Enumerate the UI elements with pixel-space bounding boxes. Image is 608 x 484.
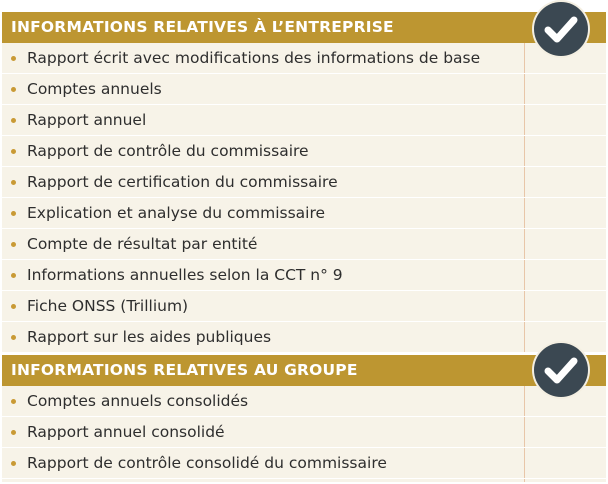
checklist (2, 0, 606, 484)
bullet-icon (11, 211, 16, 216)
list-item (2, 105, 606, 136)
list-item-label: Compte de résultat par entité (27, 235, 258, 253)
bullet-icon (11, 56, 16, 61)
list-item (2, 229, 606, 260)
list-item (2, 43, 606, 74)
bullet-icon (11, 87, 16, 92)
bullet-icon (11, 180, 16, 185)
section-list-entreprise (2, 43, 606, 353)
list-item-label: Rapport sur les aides publiques (27, 328, 272, 346)
bullet-icon (11, 118, 16, 123)
list-item-label: Comptes annuels consolidés (27, 392, 249, 410)
list-item (2, 198, 606, 229)
list-item (2, 167, 606, 198)
bullet-icon (11, 273, 16, 278)
bullet-icon (11, 399, 16, 404)
list-item-label: Rapport annuel consolidé (27, 423, 225, 441)
list-item-label: Rapport annuel (27, 111, 147, 129)
list-item (2, 74, 606, 105)
list-item-label: Rapport écrit avec modifications des informations de base (27, 49, 481, 67)
section-title: INFORMATIONS RELATIVES À L’ENTREPRISE (11, 18, 394, 36)
list-item (2, 291, 606, 322)
section-list-groupe (2, 386, 606, 482)
bullet-icon (11, 461, 16, 466)
bullet-icon (11, 304, 16, 309)
list-item-label: Rapport de contrôle consolidé du commissaire (27, 454, 387, 472)
list-item-label: Explication et analyse du commissaire (27, 204, 326, 222)
list-item (2, 417, 606, 448)
check-icon (534, 343, 588, 397)
list-item (2, 322, 606, 353)
bullet-icon (11, 149, 16, 154)
list-item (2, 448, 606, 479)
bullet-icon (11, 242, 16, 247)
list-item (2, 260, 606, 291)
check-icon (534, 2, 588, 56)
section-header-groupe (2, 355, 606, 386)
section-header-entreprise (2, 12, 606, 43)
list-item-label: Comptes annuels (27, 80, 162, 98)
list-item-label: Informations annuelles selon la CCT n° 9 (27, 266, 343, 284)
list-item-label: Rapport de contrôle du commissaire (27, 142, 309, 160)
list-item (2, 386, 606, 417)
bullet-icon (11, 430, 16, 435)
bullet-icon (11, 335, 16, 340)
list-item-label: Rapport de certification du commissaire (27, 173, 338, 191)
list-item-label: Fiche ONSS (Trillium) (27, 297, 189, 315)
section-title: INFORMATIONS RELATIVES AU GROUPE (11, 361, 358, 379)
list-item (2, 136, 606, 167)
